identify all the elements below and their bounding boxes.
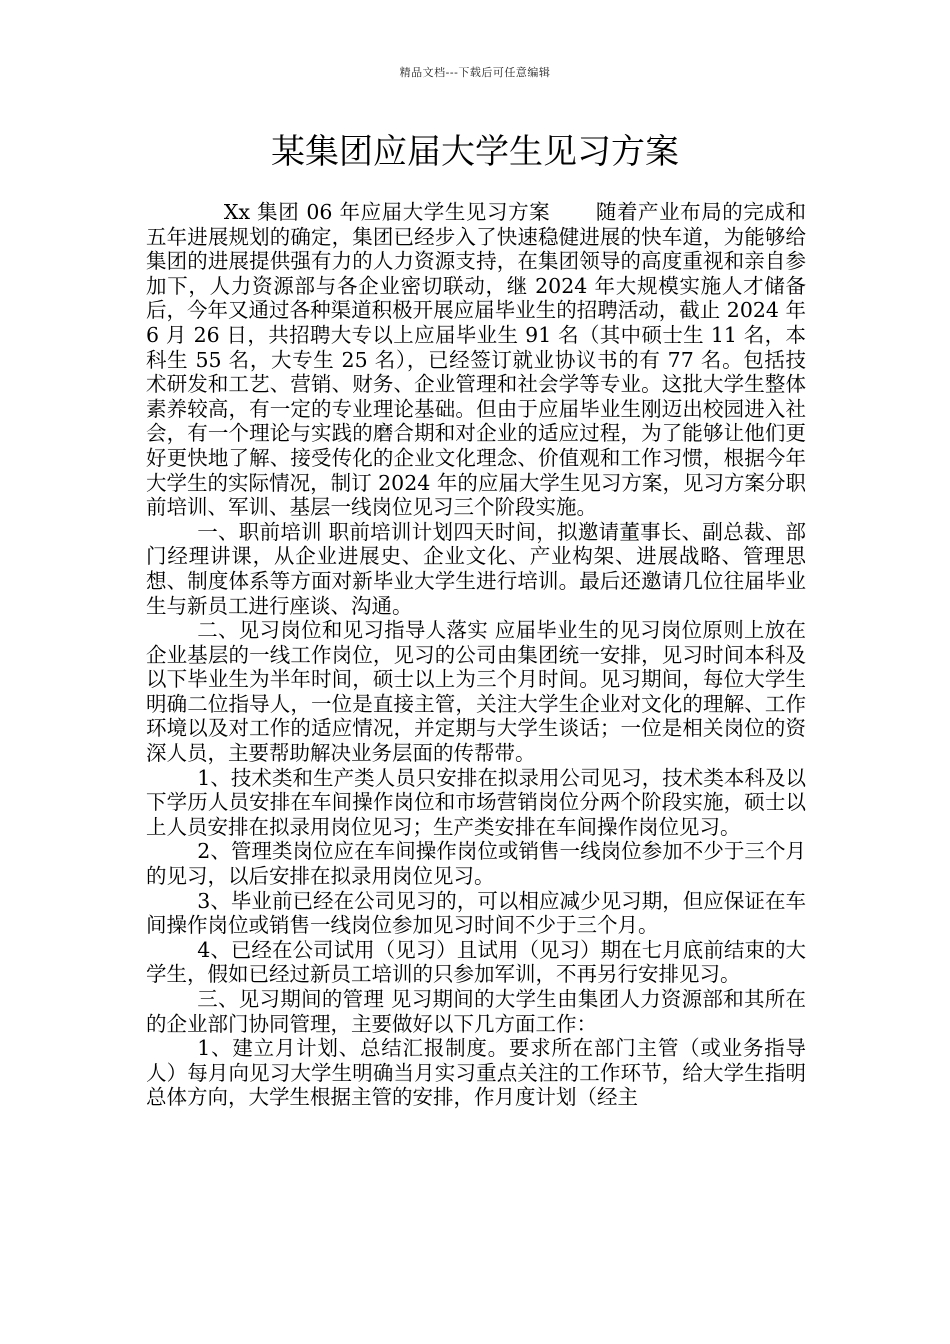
paragraph-item-4: 4、已经在公司试用（见习）且试用（见习）期在七月底前结束的大学生，假如已经过新员工培训的只参加军训，不再另行安排见习。 (146, 937, 806, 987)
document-body (146, 200, 806, 1110)
header-note: 精品文档---下载后可任意编辑 (399, 66, 551, 79)
paragraph-section-3: 三、见习期间的管理 见习期间的大学生由集团人力资源部和其所在的企业部门协同管理，主要做好以下几方面工作： (146, 987, 806, 1036)
intro-paragraph (146, 200, 806, 520)
paragraph-item-2: 2、管理类岗位应在车间操作岗位或销售一线岗位参加不少于三个月的见习，以后安排在拟录用岗位见习。 (146, 839, 806, 889)
paragraph-section-3-item-1: 1、建立月计划、总结汇报制度。要求所在部门主管（或业务指导人）每月向见习大学生明确当月实习重点关注的工作环节，给大学生指明总体方向，大学生根据主管的安排，作月度计划（经主 (146, 1036, 806, 1110)
paragraph-item-3: 3、毕业前已经在公司见习的，可以相应减少见习期，但应保证在车间操作岗位或销售一线岗位参加见习时间不少于三个月。 (146, 888, 806, 938)
paragraph-section-2: 二、见习岗位和见习指导人落实 应届毕业生的见习岗位原则上放在企业基层的一线工作岗位，见习的公司由集团统一安排，见习时间本科及以下毕业生为半年时间，硕士以上为三个月时间。见习期间，每位大学生明确二位指导人，一位是直接主管，关注大学生企业对文化的理解、工作环境以及对工作的适应情况，并定期与大学生谈话；一位是相关岗位的资深人员，主要帮助解决业务层面的传帮带。 (146, 618, 806, 766)
document-title: 某集团应届大学生见习方案 (271, 132, 679, 172)
intro-lead: Xx 集团 06 年应届大学生见习方案 (223, 200, 551, 224)
paragraph-section-1: 一、职前培训 职前培训计划四天时间，拟邀请董事长、副总裁、部门经理讲课，从企业进展史、企业文化、产业构架、进展战略、管理思想、制度体系等方面对新毕业大学生进行培训。最后还邀请几位往届毕业生与新员工进行座谈、沟通。 (146, 519, 806, 618)
intro-text: 随着产业布局的完成和五年进展规划的确定，集团已经步入了快速稳健进展的快车道，为能够给集团的进展提供强有力的人力资源支持，在集团领导的高度重视和亲自参加下，人力资源部与各企业密切联动，继 2024 年大规模实施人才储备后，今年又通过各种渠道积极开展应届毕业生的招聘活动，截止 2024 年 6 月 26 日，共招聘大专以上应届毕业生 91 名（其中硕士生 11 名，本科生 55 名，大专生 25 名），已经签订就业协议书的有 77 名。包括技术研发和工艺、营销、财务、企业管理和社会学等专业。这批大学生整体素养较高，有一定的专业理论基础。但由于应届毕业生刚迈出校园进入社会，有一个理论与实践的磨合期和对企业的适应过程，为了能够让他们更好更快地了解、接受传化的企业文化理念、价值观和工作习惯，根据今年大学生的实际情况，制订 2024 年的应届大学生见习方案，见习方案分职前培训、军训、基层一线岗位见习三个阶段实施。 (146, 200, 806, 520)
paragraph-item-1: 1、技术类和生产类人员只安排在拟录用公司见习，技术类本科及以下学历人员安排在车间操作岗位和市场营销岗位分两个阶段实施，硕士以上人员安排在拟录用岗位见习；生产类安排在车间操作岗位见习。 (146, 765, 806, 839)
